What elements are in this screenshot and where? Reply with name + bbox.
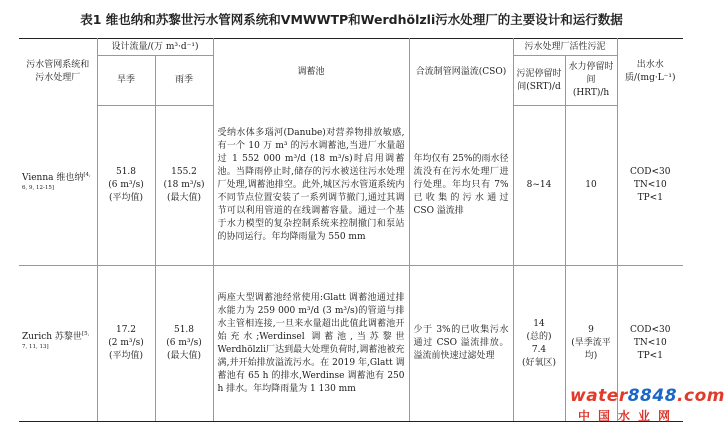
zurich-tn: TN<10 — [633, 338, 667, 348]
zurich-cod: COD<30 — [630, 325, 671, 335]
header-system: 污水管网系统和污水处理厂 — [19, 39, 97, 106]
ref-vienna: [4, 6, 9, 12-15] — [22, 172, 91, 192]
zurich-srt-note2: (好氧区) — [522, 357, 557, 368]
header-effluent: 出水水质/(mg·L⁻¹) — [617, 39, 683, 106]
vienna-dry-value: 51.8 — [115, 167, 137, 177]
zurich-srt: 14 — [533, 318, 545, 329]
vienna-srt: 8~14 — [513, 106, 565, 266]
vienna-rain-value: 155.2 — [171, 167, 197, 177]
vienna-hrt: 10 — [565, 106, 617, 266]
header-tank: 调蓄池 — [213, 39, 409, 106]
watermark-brand-c: .com — [677, 386, 725, 406]
vienna-rain-unit: (18 m³/s) — [163, 180, 205, 190]
data-table — [19, 38, 683, 422]
ref-zurich: [5, 7, 11, 13] — [22, 330, 90, 350]
city-vienna: Vienna 维也纳 — [22, 173, 84, 184]
zurich-rain-note: (最大值) — [166, 351, 202, 361]
zurich-dry-value: 17.2 — [115, 325, 137, 335]
zurich-tp: TP<1 — [637, 351, 663, 361]
header-cso: 合流制管网溢流(CSO) — [409, 39, 513, 106]
watermark-logo — [570, 386, 725, 424]
zurich-rain-value: 51.8 — [173, 325, 195, 335]
zurich-srt-note1: (总的) — [526, 331, 552, 342]
vienna-tp: TP<1 — [637, 192, 663, 203]
vienna-dry-note: (平均值) — [108, 193, 144, 203]
vienna-rain-note: (最大值) — [166, 193, 202, 203]
watermark-brand-b: 8848 — [627, 386, 678, 406]
vienna-tank-text: 受纳水体多瑙河(Danube)对营养物排放敏感,有一个 10 万 m³ 的污水调蓄池,当进厂水量超过 1 552 000 m³/d (18 m³/s)时启用调蓄池。当降雨停止时,储存的污水被送往污水处理厂处理,调蓄池排空。此外,城区污水管道系统内不同节点位置安装了一系列调节撤门,通过其调节可以利用管道的在线调蓄容量。通过一个基于水力模型的复杂控制系统来控制撤门和泵站的协同运行。年均降雨量为 550 mm — [213, 106, 409, 266]
header-dry: 旱季 — [97, 56, 155, 106]
header-design-flow: 设计流量/(万 m³·d⁻¹) — [97, 39, 213, 56]
table-row — [19, 106, 683, 266]
zurich-dry-note: (平均值) — [108, 351, 144, 361]
zurich-srt-value2: 7.4 — [531, 344, 547, 355]
vienna-dry-unit: (6 m³/s) — [108, 180, 144, 190]
header-sludge: 污水处理厂活性污泥 — [513, 39, 617, 56]
zurich-tank-text: 两座大型调蓄池经常使用:Glatt 调蓄池通过排水能力为 259 000 m³/d (3 m³/s)的管道与排水主管相连接,一旦来水量超出此值此调蓄池开始充水;Werdinsel 调蓄池,当苏黎世 Werdhölzli厂达到最大处理负荷时,调蓄池被充满,并开始排放溢流污水。在 2019 年,Glatt 调蓄池有 65 h 的排水,Werdinse 调蓄池有 250 h 排水。年均降雨量为 1 130 mm — [213, 266, 409, 422]
zurich-cso-text: 少于 3%的已收集污水通过 CSO 溢流排放。溢流前快速过滤处理 — [409, 266, 513, 422]
zurich-rain-unit: (6 m³/s) — [166, 338, 202, 348]
zurich-hrt-note: (旱季流平均) — [571, 338, 611, 361]
vienna-cod: COD<30 — [630, 166, 671, 177]
vienna-tn: TN<10 — [633, 179, 667, 190]
header-srt: 污泥停留时间(SRT)/d — [513, 56, 565, 106]
watermark-cn: 中国水业网 — [578, 409, 679, 423]
vienna-cso-text: 年均仅有 25%的雨水径流没有在污水处理厂进行处理。年均只有 7%已收集的污水通过 CSO 溢流排 — [409, 106, 513, 266]
watermark-brand-a: water — [570, 386, 628, 406]
header-hrt: 水力停留时间(HRT)/h — [565, 56, 617, 106]
zurich-hrt: 9 — [588, 325, 594, 335]
city-zurich: Zurich 苏黎世 — [22, 331, 82, 342]
table-title: 表1 维也纳和苏黎世污水管网系统和VMWWTP和Werdhölzli污水处理厂的主要设计和运行数据 — [80, 12, 623, 27]
header-rain: 雨季 — [155, 56, 213, 106]
zurich-dry-unit: (2 m³/s) — [108, 338, 144, 348]
